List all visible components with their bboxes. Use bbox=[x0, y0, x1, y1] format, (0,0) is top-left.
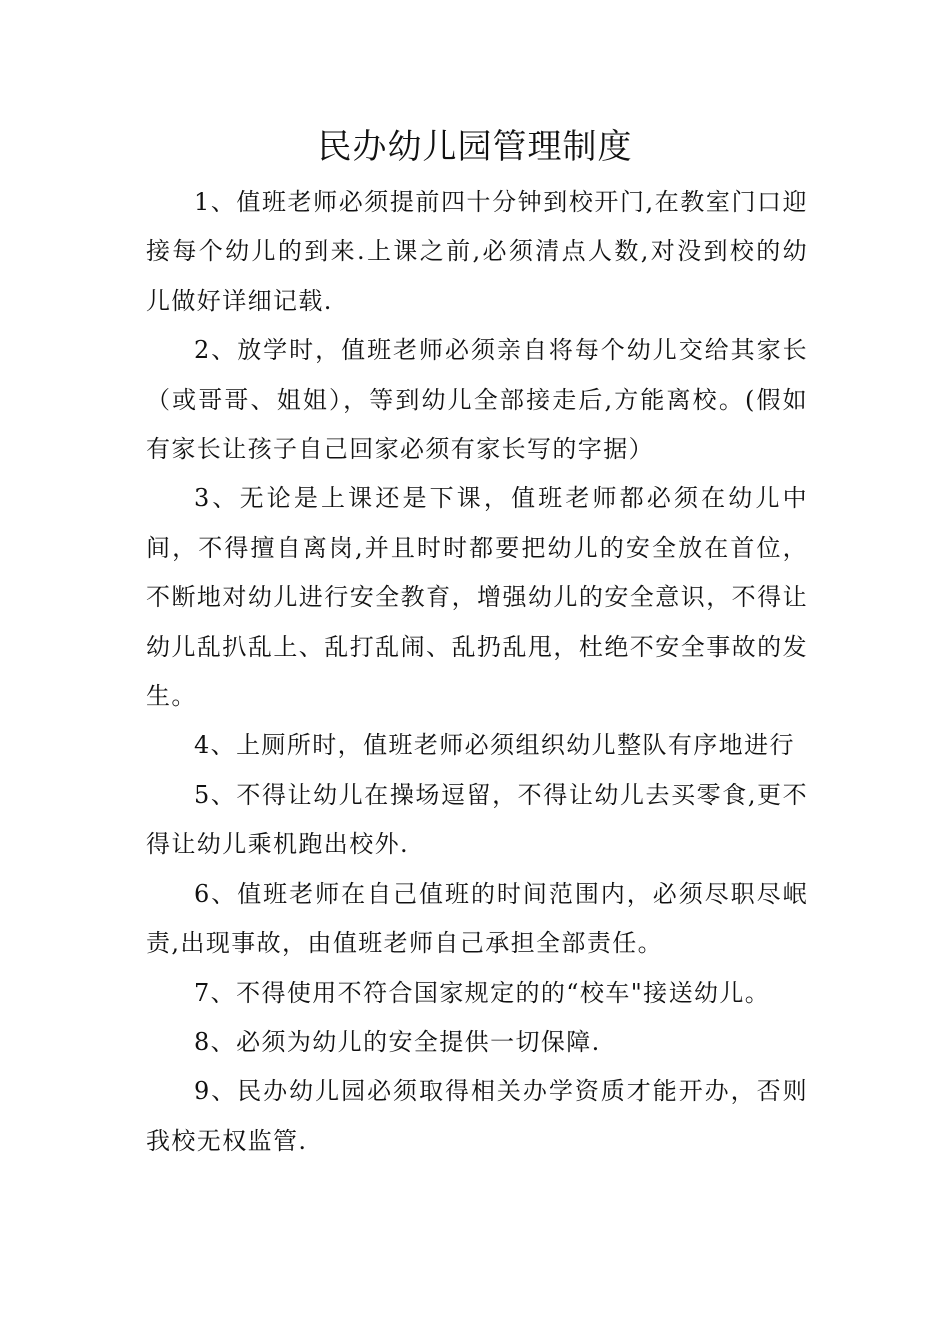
rule-paragraph-3: 3、无论是上课还是下课，值班老师都必须在幼儿中间，不得擅自离岗,并且时时都要把幼儿的安全放在首位，不断地对幼儿进行安全教育，增强幼儿的安全意识，不得让幼儿乱扒乱上、乱打乱闹、乱扔乱甩，杜绝不安全事故的发生。 bbox=[146, 484, 808, 711]
document-body bbox=[146, 178, 808, 1166]
rule-paragraph-7: 7、不得使用不符合国家规定的的“校车"接送幼儿。 bbox=[194, 978, 771, 1007]
rule-paragraph-6: 6、值班老师在自己值班的时间范围内，必须尽职尽岷责,出现事故，由值班老师自己承担全部责任。 bbox=[146, 879, 808, 958]
rule-paragraph-5: 5、不得让幼儿在操场逗留，不得让幼儿去买零食,更不得让幼儿乘机跑出校外. bbox=[146, 780, 808, 859]
document-title: 民办幼儿园管理制度 bbox=[317, 127, 633, 167]
rule-paragraph-1: 1、值班老师必须提前四十分钟到校开门,在教室门口迎接每个幼儿的到来.上课之前,必须清点人数,对没到校的幼儿做好详细记载. bbox=[146, 188, 808, 315]
rule-paragraph-9: 9、民办幼儿园必须取得相关办学资质才能开办，否则我校无权监管. bbox=[146, 1077, 808, 1155]
rule-paragraph-8: 8、必须为幼儿的安全提供一切保障. bbox=[194, 1027, 601, 1056]
rule-paragraph-2: 2、放学时，值班老师必须亲自将每个幼儿交给其家长（或哥哥、姐姐），等到幼儿全部接走后,方能离校。(假如有家长让孩子自己回家必须有家长写的字据） bbox=[146, 336, 808, 464]
rule-paragraph-4: 4、上厕所时，值班老师必须组织幼儿整队有序地进行 bbox=[194, 731, 795, 760]
